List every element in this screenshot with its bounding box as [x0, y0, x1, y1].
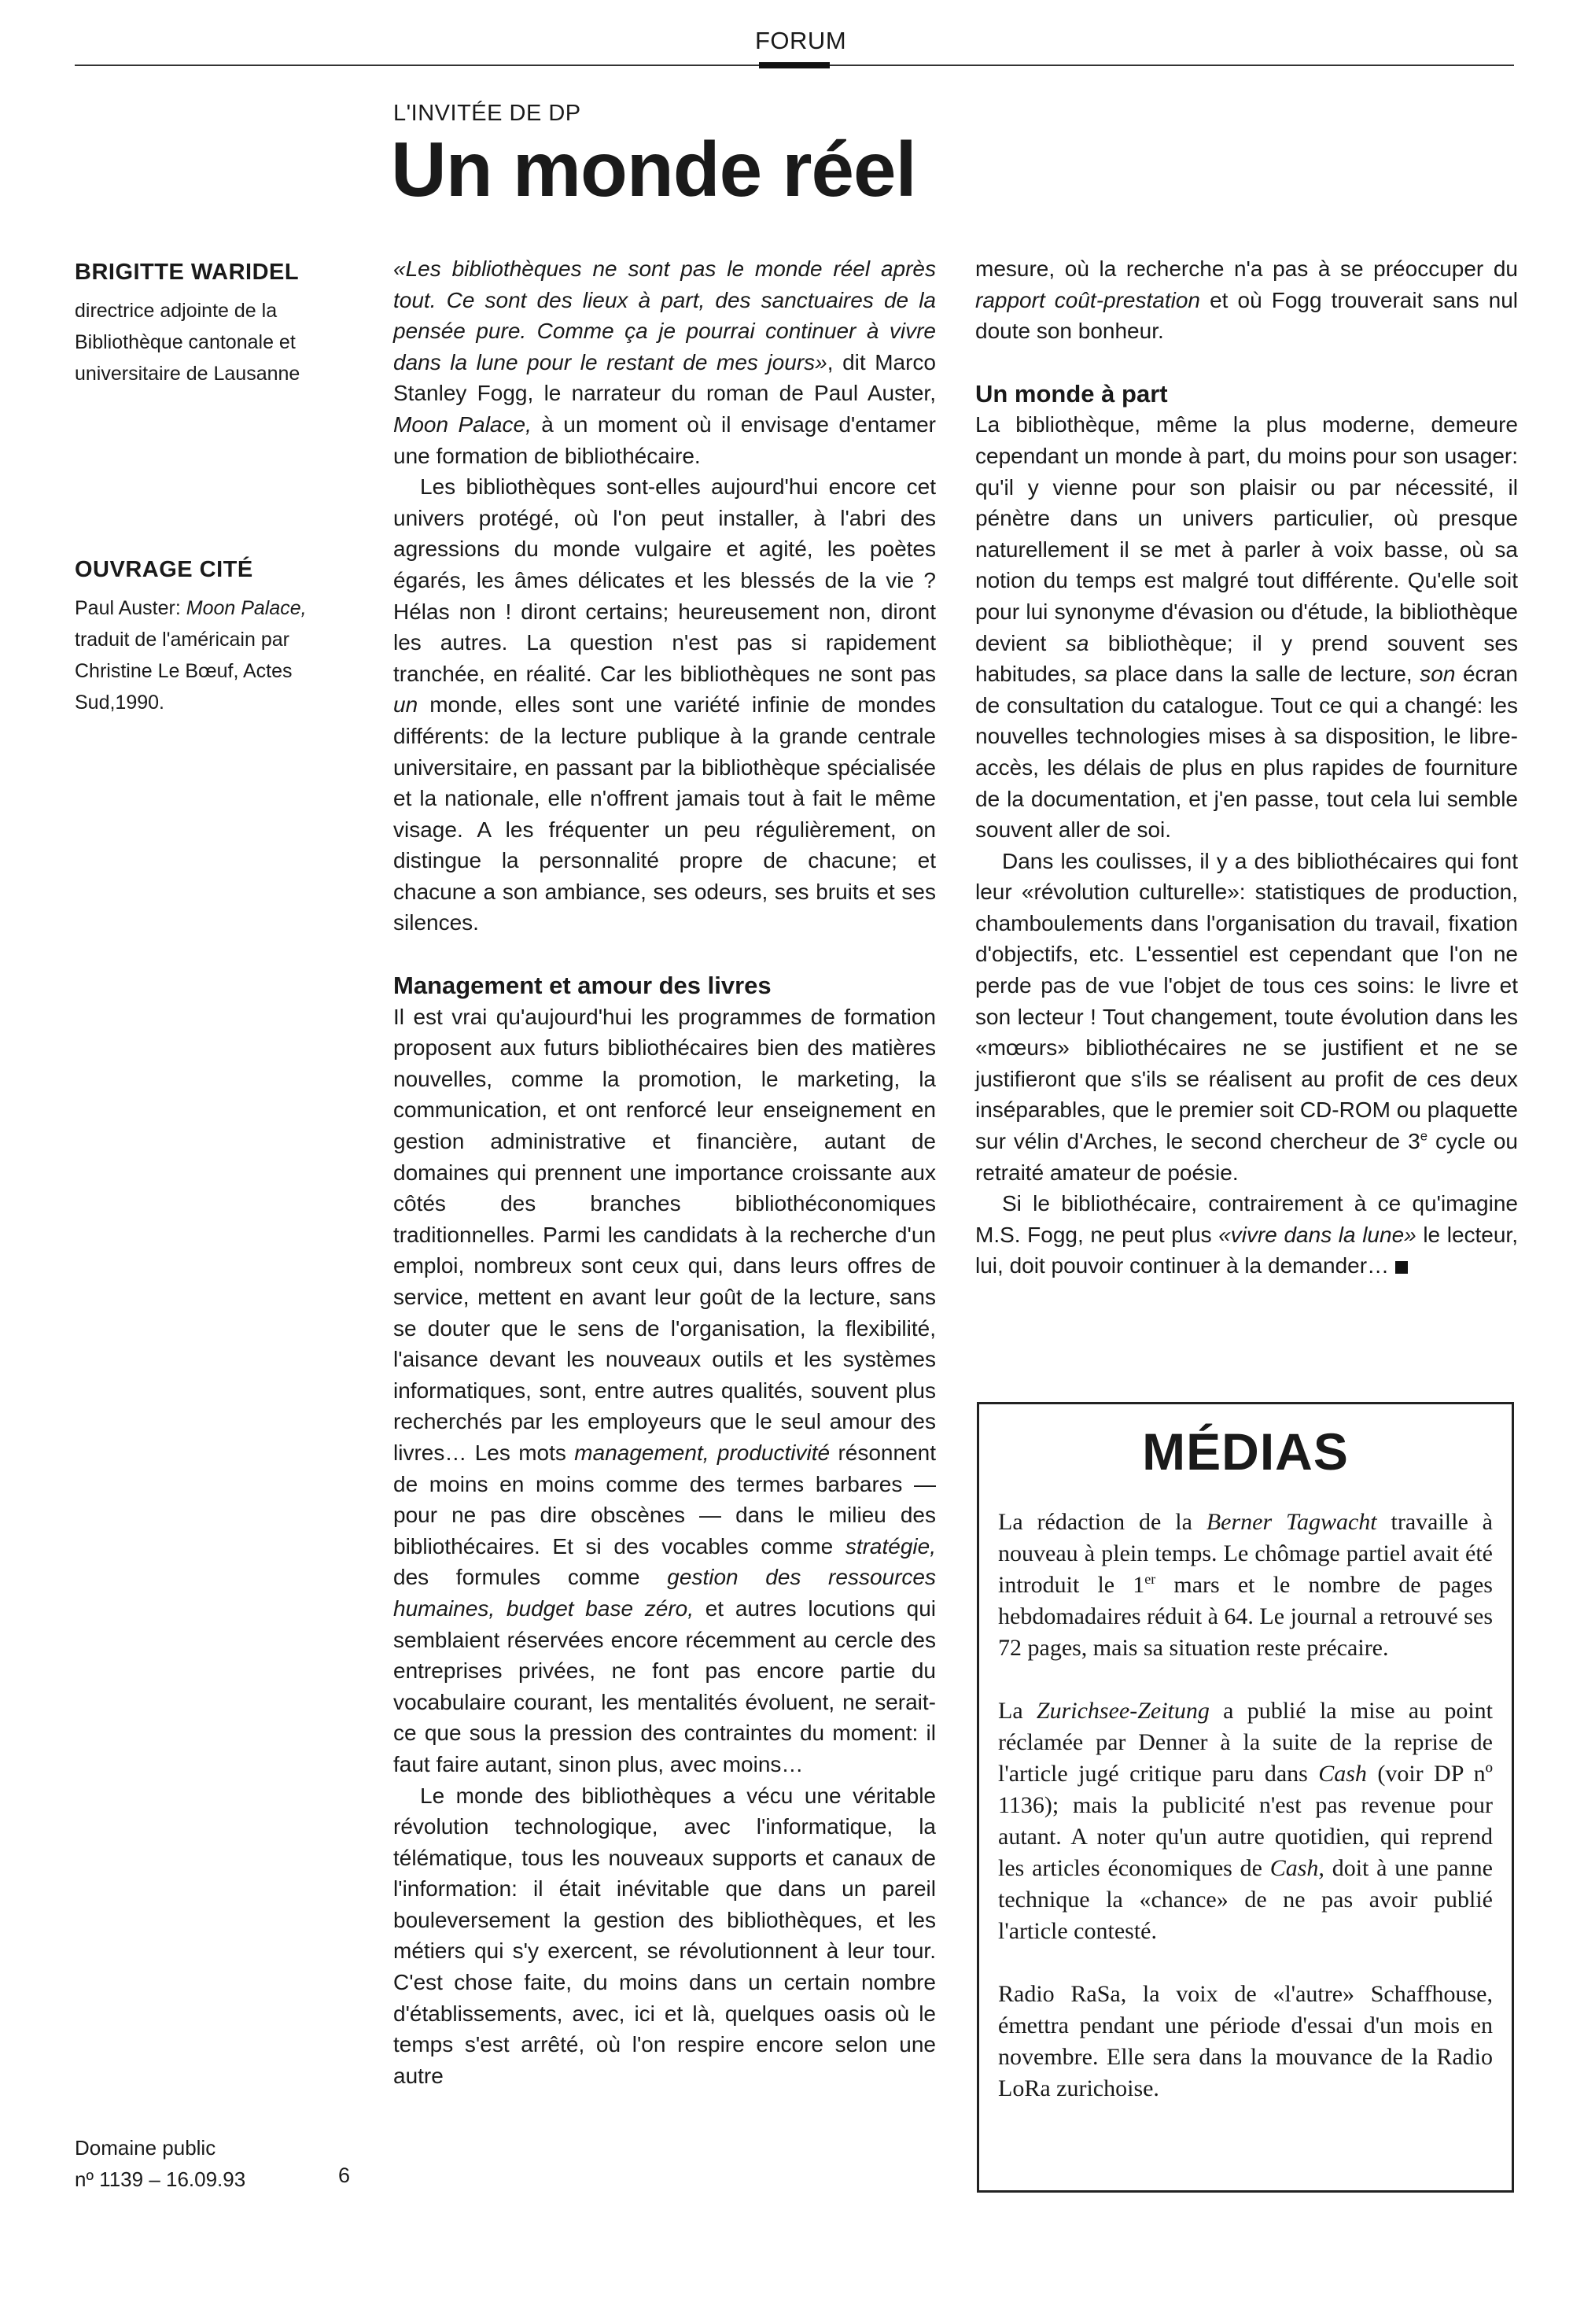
article-kicker: L'INVITÉE DE DP [393, 101, 581, 126]
medias-title: MÉDIAS [1142, 1422, 1349, 1481]
medias-item-radio-rasa: Radio RaSa, la voix de «l'autre» Schaffhouse, émettra pendant une période d'essai d'un mois en novembre. Elle sera dans la mouvance de la Radio LoRa zurichoise. [998, 1981, 1493, 2101]
article-column-2 [975, 253, 1518, 1282]
subhead-monde-a-part: Un monde à part [975, 379, 1168, 408]
paragraph-2: Les bibliothèques sont-elles aujourd'hui encore cet univers protégé, où l'on peut installer, à l'abri des agressions du monde vulgaire et agité, les poètes égarés, les âmes délicates et les blessés de la vie ? Hélas non ! diront certains; heureusement non, diront les autres. La question n'est pas si rapidement tranchée, en réalité. Car les bibliothèques ne sont pas un monde, elles sont une variété infinie de mondes différents: de la lecture publique à la grande centrale universitaire, en passant par la bibliothèque spécialisée et la nationale, elle n'offrent jamais tout à fait le même visage. A les fréquenter un peu régulièrement, on distingue la personnalité propre de chacune; et chacune a son ambiance, ses odeurs, ses bruits et ses silences. [393, 474, 936, 935]
author-role: directrice adjointe de la Bibliothèque cantonale et universitaire de Lausanne [75, 300, 300, 385]
paragraph-5: La bibliothèque, même la plus moderne, demeure cependant un monde à part, du moins pour son usager: qu'il y vienne pour son plaisir ou par nécessité, il pénètre dans un univers particulier, où presque naturellement il se met à parler à voix basse, où sa notion du temps est malgré tout différente. Qu'elle soit pour lui synonyme d'évasion ou d'étude, la bibliothèque devient sa bibliothèque; il y prend souvent ses habitudes, sa place dans la salle de lecture, son écran de consultation du catalogue. Tout ce qui a changé: les nouvelles technologies mises à sa disposition, le libre-accès, les délais de plus en plus rapides de fourniture de la documentation, et j'en passe, tout cela lui semble souvent aller de soi. [975, 412, 1519, 843]
paragraph-6: Dans les coulisses, il y a des bibliothécaires qui font leur «révolution culturelle»: statistiques de production, chamboulements dans l'organisation du travail, fixation d'objectifs, etc. L'essentiel est cependant que l'on ne perde pas de vue l'objet de tous ces soins: le livre et son lecteur ! Tout changement, toute évolution dans les «mœurs» bibliothécaires ne se justifient et ne se justifieront que s'ils se réalisent au profit de ces deux inséparables, que le premier soit CD-ROM ou plaquette sur vélin d'Arches, le second chercheur de 3e cycle ou retraité amateur de poésie. [975, 848, 1519, 1185]
medias-box [977, 1402, 1514, 2193]
cited-details: traduit de l'américain par Christine Le Bœuf, Actes Sud,1990. [75, 629, 293, 714]
issue-info: nº 1139 – 16.09.93 [75, 2167, 246, 2192]
page-number: 6 [338, 2164, 351, 2187]
article-title: Un monde réel [391, 126, 916, 212]
cited-author: Paul Auster: [75, 597, 186, 619]
paragraph-intro: «Les bibliothèques ne sont pas le monde réel après tout. Ce sont des lieux à part, des sanctuaires de la pensée pure. Comme ça je pourrai continuer à vivre dans la lune pour le restant de mes jours», dit Marco Stanley Fogg, le narrateur du roman de Paul Auster, Moon Palace, à un moment où il envisage d'entamer une formation de bibliothécaire. [393, 256, 936, 468]
cited-title: Moon Palace, [186, 597, 307, 619]
cited-work-block [75, 557, 342, 718]
author-name: BRIGITTE WARIDEL [75, 260, 300, 285]
footer-publication [75, 2132, 245, 2196]
subhead-management: Management et amour des livres [393, 972, 772, 1000]
cited-work-heading: OUVRAGE CITÉ [75, 557, 253, 582]
novel-title: Moon Palace, [393, 411, 532, 437]
section-label: FORUM [755, 27, 847, 54]
article-column-1 [393, 253, 936, 2091]
paragraph-4-continued: mesure, où la recherche n'a pas à se préoccuper du rapport coût-prestation et où Fogg trouverait sans nul doute son bonheur. [975, 256, 1519, 344]
medias-item-berner-tagwacht: La rédaction de la Berner Tagwacht travaille à nouveau à plein temps. Le chômage partiel avait été introduit le 1er mars et le nombre de pages hebdomadaires réduit à 64. Le journal a retrouvé ses 72 pages, mais sa situation reste précaire. [998, 1509, 1493, 1661]
header-rule-accent [759, 62, 830, 68]
medias-item-zurichsee-zeitung: La Zurichsee-Zeitung a publié la mise au point réclamée par Denner à la suite de la reprise de l'article jugé critique paru dans Cash (voir DP nº 1136); mais la publicité n'est pas revenue pour autant. A noter qu'un autre quotidien, qui reprend les articles économiques de Cash, doit à une panne technique la «chance» de ne pas avoir publié l'article contesté. [998, 1698, 1494, 1944]
paragraph-3: Il est vrai qu'aujourd'hui les programmes de formation proposent aux futurs bibliothécaires bien des matières nouvelles, comme la promotion, le marketing, la communication, et ont renforcé leur enseignement en gestion administrative et financière, autant de domaines qui prennent une importance croissante aux côtés des branches bibliothéconomiques traditionnelles. Parmi les candidats à la recherche d'un emploi, nombreux sont ceux qui, dans leurs offres de service, mettent en avant leur goût de la lecture, sans se douter que le sens de l'organisation, la flexibilité, l'aisance devant les nouveaux outils et les systèmes informatiques, sont, entre autres qualités, souvent plus recherchés par les employeurs que le seul amour des livres… Les mots management, productivité résonnent de moins en moins comme des termes barbares — pour ne pas dire obscènes — dans le milieu des bibliothécaires. Et si des vocables comme stratégie, des formules comme gestion des ressources humaines, budget base zéro, et autres locutions qui semblaient réservées encore récemment au cercle des entreprises privées, ne font pas encore partie du vocabulaire courant, les mentalités évoluent, ne serait-ce que sous la pression des contraintes du moment: il faut faire autant, sinon plus, avec moins… [393, 1004, 936, 1776]
end-of-article-square-icon [1395, 1261, 1408, 1274]
paragraph-7: Si le bibliothécaire, contrairement à ce qu'imagine M.S. Fogg, ne peut plus «vivre dans la lune» le lecteur, lui, doit pouvoir continuer à la demander… [975, 1191, 1518, 1278]
author-block [75, 260, 342, 389]
publication-name: Domaine public [75, 2136, 216, 2160]
cited-work-reference [75, 592, 342, 718]
paragraph-4: Le monde des bibliothèques a vécu une véritable révolution technologique, avec l'informatique, la télématique, tous les nouveaux supports et canaux de l'information: il était inévitable que dans un pareil bouleversement la gestion des bibliothèques, et les métiers qui s'y exercent, se révolutionnent à leur tour. C'est chose faite, du moins dans un certain nombre d'établissements, avec, ici et là, quelques oasis où le temps s'est arrêté, où l'on respire encore selon une autre [393, 1783, 936, 2088]
intro-quote: «Les bibliothèques ne sont pas le monde réel après tout. Ce sont des lieux à part, des sanctuaires de la pensée pure. Comme ça je pourrai continuer à vivre dans la lune pour le restant de mes jours» [393, 256, 936, 374]
